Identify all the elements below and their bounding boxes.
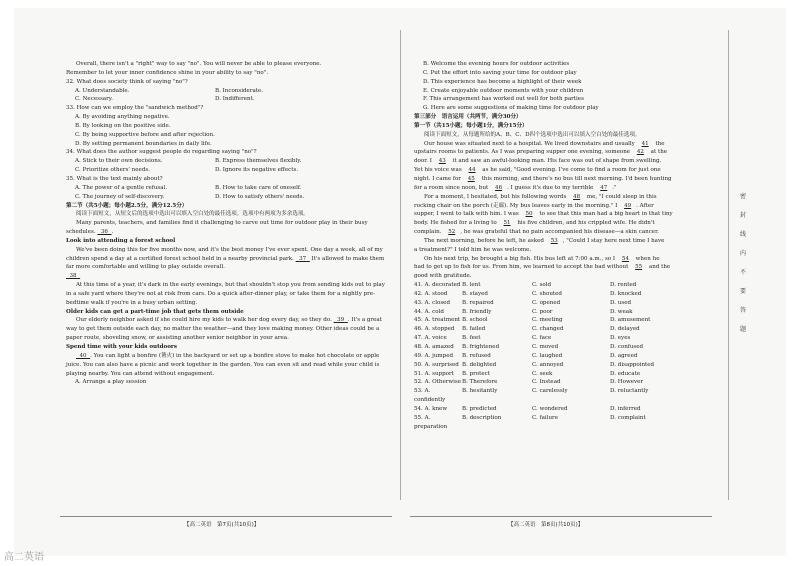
passage-line: Yet his voice was 44 as he said, "Good evening. I've come to find a room for just one — [414, 167, 661, 174]
page-footer: 【高二英语 第7页(共10页)】 — [184, 522, 260, 528]
blank-39: 39 — [337, 317, 345, 324]
binding-char: 封 — [739, 212, 746, 219]
option: C. Prioritize others' needs. — [75, 167, 150, 174]
option: D. How to satisfy others' needs. — [215, 193, 305, 200]
passage-line: rocking chair on the porch (走廊). My bus leaves early in the morning." I 49 . After — [414, 202, 654, 209]
section-heading: 第二节（共5小题；每小题2.5分，满分12.5分） — [66, 202, 188, 209]
passage-line: supper, I went to talk with him. I was 50 to see that this man had a big heart in that tiny — [414, 211, 673, 218]
blank-37: 37 — [299, 255, 307, 262]
binding-char: 答 — [739, 307, 746, 314]
paragraph: Our elderly neighbor asked if she could hire my kids to walk her dog every day, so they do. 39 . It's a great way to get them outside each day, no matter the weather—and they love making money. Other ideas could be a paper route, shoveling snow, or assisting another senior neighbor in your area. — [66, 317, 382, 342]
choice-option: B. Therefore — [462, 379, 498, 386]
section-heading: 第一节（共15小题；每小题1分，满分15分） — [414, 122, 528, 129]
passage-line: good with gratitude. — [414, 273, 472, 280]
choice-option: B. description — [462, 414, 502, 421]
choice-option: D. delayed — [610, 326, 640, 333]
question-stem: 34. What does the author suggest people do regarding saying "no"? — [66, 149, 257, 156]
choice-option: C. meeting — [532, 317, 563, 324]
blank: 45 — [467, 175, 475, 182]
choice-option: 47. A. voice — [414, 335, 447, 342]
question-stem: 32. What does society think of saying "no"? — [66, 78, 188, 85]
option: C. Put the effort into saving your time for outdoor play — [423, 69, 577, 76]
intro-line: Overall, there isn't a "right" way to say "no". You will never be able to please everyone. — [76, 61, 322, 67]
option: B. How to take care of oneself. — [215, 184, 302, 191]
choice-row — [414, 378, 710, 387]
option: A. Stick to their own decisions. — [75, 158, 163, 165]
passage-line: body. He fished for a living to 51 his five children, and his crippled wife. He didn't — [414, 220, 655, 227]
choice-option: D. amusement — [610, 317, 651, 324]
left-column — [66, 60, 391, 387]
cloze-passage — [414, 140, 710, 282]
choice-option: B. feet — [462, 335, 481, 342]
choice-option: C. failure — [532, 414, 558, 421]
option: B. Express themselves flexibly. — [215, 158, 302, 165]
question-stem: 33. How can we employ the "sandwich method"? — [66, 105, 204, 112]
blank-40: 40 — [79, 352, 87, 359]
option: A. The power of a gentle refusal. — [75, 184, 168, 191]
option: D. Indifferent. — [215, 96, 255, 103]
choice-option: D. used — [610, 299, 632, 306]
option: G. Here are some suggestions of making time for outdoor play — [423, 105, 599, 112]
choice-option: C. carelessly — [532, 388, 568, 395]
passage-line: Our house was situated next to a hospital. We lived downstairs and usually 41 the — [424, 140, 665, 147]
binding-notice — [736, 191, 750, 333]
choice-option: B. hesitantly — [462, 388, 498, 395]
choice-option: D. rented — [610, 282, 637, 289]
option: E. Create enjoyable outdoor moments with your children — [423, 87, 584, 94]
blank: 50 — [525, 211, 533, 218]
option: C. The journey of self-discovery. — [75, 193, 165, 200]
part-heading: 第三部分 语言运用（共两节，满分30分） — [414, 114, 522, 121]
choice-row — [414, 370, 710, 379]
option: D. Ignore its negative effects. — [215, 167, 299, 174]
option: B. Inconsiderate. — [215, 87, 264, 94]
option: B. By looking on the positive side. — [75, 122, 171, 129]
choice-option: 44. A. cold — [414, 308, 444, 315]
intro-line: Remember to let your inner confidence shine in your ability to say "no". — [66, 69, 269, 76]
choice-option: 43. A. closed — [414, 299, 451, 306]
question-options — [66, 87, 391, 105]
choice-row — [414, 316, 710, 325]
blank: 52 — [448, 229, 456, 236]
blank: 47 — [600, 184, 608, 191]
choice-option: 50. A. surprised — [414, 361, 459, 368]
passage-line: door. I 43 it and saw an awful-looking man. His face was out of shape from swelling. — [414, 158, 662, 165]
choice-row — [414, 387, 710, 405]
column-divider — [400, 30, 401, 500]
choice-option: D. agreed — [610, 352, 638, 359]
choice-option: B. predicted — [462, 405, 497, 412]
subheading: Spend time with your kids outdoors — [66, 344, 177, 350]
choice-option: 53. A. confidently — [414, 388, 446, 404]
option: D. This experience has become a highlight of their week — [423, 78, 582, 85]
choice-option: B. friendly — [462, 308, 492, 315]
binding-char: 题 — [739, 326, 746, 333]
watermark: 高二英语 — [4, 552, 44, 563]
question-options — [66, 157, 391, 175]
blank: 43 — [438, 158, 446, 165]
passage-line: For a moment, I hesitated, but his following words 48 me, "I could sleep in this — [424, 193, 657, 200]
choice-option: D. eyes — [610, 335, 631, 342]
choice-option: 42. A. stood — [414, 290, 448, 297]
option: C. Necessary. — [75, 96, 113, 103]
choice-option: 55. A. preparation — [414, 414, 448, 430]
blank: 53 — [550, 237, 558, 244]
choice-option: C. moved — [532, 344, 559, 350]
choice-option: D. complaint — [610, 414, 646, 421]
choice-option: 52. A. Otherwise — [414, 379, 462, 386]
choice-option: B. repaired — [462, 299, 494, 306]
choice-row — [414, 334, 710, 343]
option: A. By avoiding anything negative. — [75, 114, 170, 121]
blank: 54 — [621, 255, 629, 262]
choice-row — [414, 325, 710, 334]
question-options — [66, 184, 391, 202]
choice-option: C. laughed — [532, 352, 563, 359]
blank: 42 — [636, 149, 644, 156]
blank: 55 — [635, 264, 643, 271]
choice-option: D. reluctantly — [610, 388, 649, 395]
passage-line: a treatment?" I told him he was welcome. — [414, 246, 532, 253]
footer-rule — [410, 516, 712, 517]
choice-option: 41. A. decorated — [414, 282, 461, 289]
choice-option: C. annoyed — [532, 361, 564, 368]
choice-option: D. knocked — [610, 290, 642, 297]
choice-option: 48. A. amazed — [414, 344, 454, 350]
choice-row — [414, 352, 710, 361]
binding-char: 不 — [739, 269, 746, 276]
choice-option: B. lent — [462, 282, 481, 289]
paragraph: We've been doing this for five months now, and it's the best money I've ever spent. One day a week, all of my children spend a day at a certified forest school held in a nearby provincial park. 37 It's allowed to make them far more comfortable and willing to play outside overall. — [66, 246, 385, 271]
choice-option: 51. A. support — [414, 370, 454, 377]
choice-option: C. poor — [532, 308, 553, 315]
choice-option: C. opened — [532, 299, 561, 306]
choice-option: 49. A. jumped — [414, 352, 454, 359]
choice-row — [414, 405, 710, 414]
page-footer: 【高二英语 第8页(共10页)】 — [508, 522, 584, 528]
choice-row — [414, 281, 710, 290]
choice-option: C. sold — [532, 282, 552, 289]
right-column — [414, 60, 710, 431]
choice-option: B. failed — [462, 326, 486, 333]
paragraph: At this time of a year, it's dark in the early evenings, but that shouldn't stop you from sending kids out to play in a safe yard where they're not at risk from cars. Do a quick after-dinner play, or take them for a nightly pre-bedtime walk if you're in a busy urban setting. — [66, 282, 385, 306]
choice-option: 54. A. knew — [414, 405, 448, 412]
choice-option: B. delighted — [462, 361, 497, 368]
passage-line: night. I came for 45 this morning, and there's no bus till next morning. I'd been hunting — [414, 175, 672, 182]
paragraph: 40 . You can light a bonfire (篝火) in the backyard or set up a bonfire stove to make hot chocolate or apple juice. You can also have a picnic and work together in the garden. You can even sit and read while your child is playing nearby. You can attend without engagement. — [66, 352, 380, 377]
choice-row — [414, 290, 710, 299]
option: C. By being supportive before and after rejection. — [75, 131, 215, 138]
binding-char: 线 — [739, 231, 746, 238]
section-instruction: 阅读下面短文，从短文后的选项中选出可以填入空白处的最佳选项。选项中有两项为多余选项。 — [76, 211, 309, 218]
binding-char: 密 — [739, 193, 746, 200]
passage-line: The next morning, before he left, he asked 53 , "Could I stay here next time I have — [424, 237, 665, 244]
footer-rule — [60, 516, 392, 517]
blank: 46 — [495, 184, 503, 191]
choice-option: D. confused — [610, 344, 644, 350]
choice-option: B. protect — [462, 370, 490, 377]
choice-option: D. disappointed — [610, 361, 655, 368]
paragraph: Many parents, teachers, and families find it challenging to carve out time for outdoor play in their busy schedules. 36 . — [66, 220, 368, 236]
option: F. This arrangement has worked out well for both parties — [423, 96, 584, 103]
choice-row — [414, 308, 710, 317]
passage-line: had to get up to fish for us. From him, we learned to accept the bad without 55 and the — [414, 264, 671, 271]
binding-char: 要 — [739, 288, 746, 295]
choice-option: C. seek — [532, 370, 553, 377]
blank: 49 — [624, 202, 632, 209]
choice-row — [414, 361, 710, 370]
choice-option: D. However — [610, 379, 644, 386]
choice-option: C. face — [532, 335, 552, 342]
choice-option: C. wondered — [532, 405, 568, 412]
option: D. By setting permanent boundaries in daily life. — [75, 140, 212, 147]
passage-line: for a room since noon, but 46 . I guess it's due to my terrible 47 ." — [414, 184, 617, 191]
blank: 51 — [503, 220, 511, 227]
cloze-choices — [414, 281, 710, 431]
question-stem: 35. What is the text mainly about? — [66, 175, 163, 182]
blank: 48 — [573, 193, 581, 200]
subheading: Older kids can get a part-time job that gets them outside — [66, 308, 244, 315]
blank: 41 — [641, 140, 649, 147]
choice-option: B. school — [462, 317, 488, 324]
exam-sheet — [14, 8, 786, 556]
option: A. Arrange a play session — [75, 379, 147, 386]
binding-char: 内 — [739, 250, 746, 257]
choice-option: C. shouted — [532, 290, 562, 297]
choice-option: D. inferred — [610, 405, 641, 412]
option: B. Welcome the evening hours for outdoor activities — [423, 61, 570, 67]
choice-option: C. changed — [532, 326, 564, 333]
passage-line: upstairs rooms to patients. As I was preparing supper one evening, someone 42 at the — [414, 149, 668, 156]
choice-option: 45. A. treatment — [414, 317, 461, 324]
subheading: Look into attending a forest school — [66, 237, 176, 244]
choice-option: B. frightened — [462, 344, 500, 350]
choice-option: B. stayed — [462, 290, 488, 297]
binding-line — [728, 30, 729, 500]
choice-option: 46. A. stopped — [414, 326, 455, 333]
choice-option: B. refused — [462, 352, 491, 359]
blank-38: 38 — [69, 273, 77, 280]
choice-option: C. Instead — [532, 379, 561, 386]
choice-option: D. educate — [610, 370, 641, 377]
option: A. Understandable. — [75, 87, 130, 94]
blank-36: 36 — [100, 229, 108, 236]
blank: 44 — [468, 167, 476, 174]
choice-row — [414, 299, 710, 308]
passage-line: complain. 52 , he was grateful that no pain accompanied his disease—a skin cancer. — [414, 229, 659, 236]
passage-line: On his next trip, he brought a big fish. His bus left at 7:00 a.m., so I 54 when he — [424, 255, 660, 262]
section-instruction: 阅读下面短文，从每题所给的A、B、C、D四个选项中选出可以填入空白处的最佳选项。 — [424, 131, 641, 138]
choice-row — [414, 343, 710, 352]
choice-option: D. weak — [610, 308, 633, 315]
choice-row — [414, 414, 710, 432]
